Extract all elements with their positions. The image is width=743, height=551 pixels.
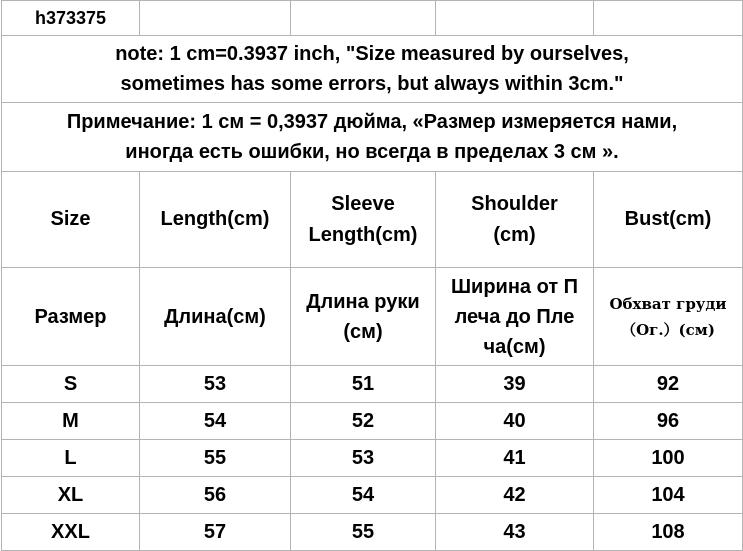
note-english	[2, 36, 743, 103]
header-sleeve-ru-line: Длина руки	[306, 290, 420, 313]
shoulder-cell: 40	[436, 403, 594, 440]
note-english-row	[2, 36, 743, 103]
header-sleeve	[291, 172, 436, 268]
size-cell: M	[2, 403, 140, 440]
empty-cell	[436, 1, 594, 36]
shoulder-cell: 42	[436, 477, 594, 514]
sleeve-cell: 53	[291, 440, 436, 477]
header-length-ru: Длина(см)	[140, 268, 291, 366]
shoulder-cell: 41	[436, 440, 594, 477]
note-russian-row	[2, 103, 743, 172]
size-cell: XXL	[2, 514, 140, 551]
table-row	[2, 440, 743, 477]
bust-cell: 92	[594, 366, 743, 403]
header-sleeve-ru-line: (см)	[343, 320, 383, 343]
product-code: h373375	[2, 1, 140, 36]
header-size-ru: Размер	[2, 268, 140, 366]
header-bust: Bust(cm)	[594, 172, 743, 268]
header-size: Size	[2, 172, 140, 268]
empty-cell	[594, 1, 743, 36]
size-cell: L	[2, 440, 140, 477]
bust-cell: 104	[594, 477, 743, 514]
header-shoulder-ru-line: леча до Пле	[454, 305, 575, 328]
header-sleeve-ru	[291, 268, 436, 366]
note-russian-line: Примечание: 1 см = 0,3937 дюйма, «Размер измеряется нами,	[66, 111, 678, 133]
table-row	[2, 477, 743, 514]
note-english-line: note: 1 cm=0.3937 inch, "Size measured by ourselves,	[115, 43, 629, 65]
header-english-row	[2, 172, 743, 268]
length-cell: 55	[140, 440, 291, 477]
header-length: Length(cm)	[140, 172, 291, 268]
shoulder-cell: 39	[436, 366, 594, 403]
header-sleeve-line: Length(cm)	[308, 223, 418, 246]
header-shoulder-ru	[436, 268, 594, 366]
length-cell: 56	[140, 477, 291, 514]
header-russian-row	[2, 268, 743, 366]
size-cell: XL	[2, 477, 140, 514]
product-code-row	[2, 1, 743, 36]
header-bust-ru-line: （Ог.）(см)	[621, 320, 715, 339]
bust-cell: 108	[594, 514, 743, 551]
length-cell: 54	[140, 403, 291, 440]
bust-cell: 100	[594, 440, 743, 477]
sleeve-cell: 52	[291, 403, 436, 440]
empty-cell	[291, 1, 436, 36]
table-row	[2, 366, 743, 403]
note-russian-line: иногда есть ошибки, но всегда в пределах 3 см ».	[125, 141, 619, 163]
sleeve-cell: 55	[291, 514, 436, 551]
size-cell: S	[2, 366, 140, 403]
sleeve-cell: 54	[291, 477, 436, 514]
size-chart-table	[1, 0, 743, 551]
header-shoulder-line: Shoulder	[471, 192, 558, 215]
length-cell: 53	[140, 366, 291, 403]
header-sleeve-line: Sleeve	[331, 192, 395, 215]
header-shoulder-ru-line: ча(см)	[483, 335, 546, 358]
shoulder-cell: 43	[436, 514, 594, 551]
note-english-line: sometimes has some errors, but always within 3cm."	[120, 73, 624, 95]
header-bust-ru	[594, 268, 743, 366]
header-shoulder-ru-line: Ширина от П	[450, 275, 579, 298]
header-shoulder-line: (cm)	[493, 223, 536, 246]
header-bust-ru-line: Обхват груди	[609, 294, 727, 313]
table-row	[2, 403, 743, 440]
length-cell: 57	[140, 514, 291, 551]
sleeve-cell: 51	[291, 366, 436, 403]
empty-cell	[140, 1, 291, 36]
bust-cell: 96	[594, 403, 743, 440]
note-russian	[2, 103, 743, 172]
table-row	[2, 514, 743, 551]
header-shoulder	[436, 172, 594, 268]
